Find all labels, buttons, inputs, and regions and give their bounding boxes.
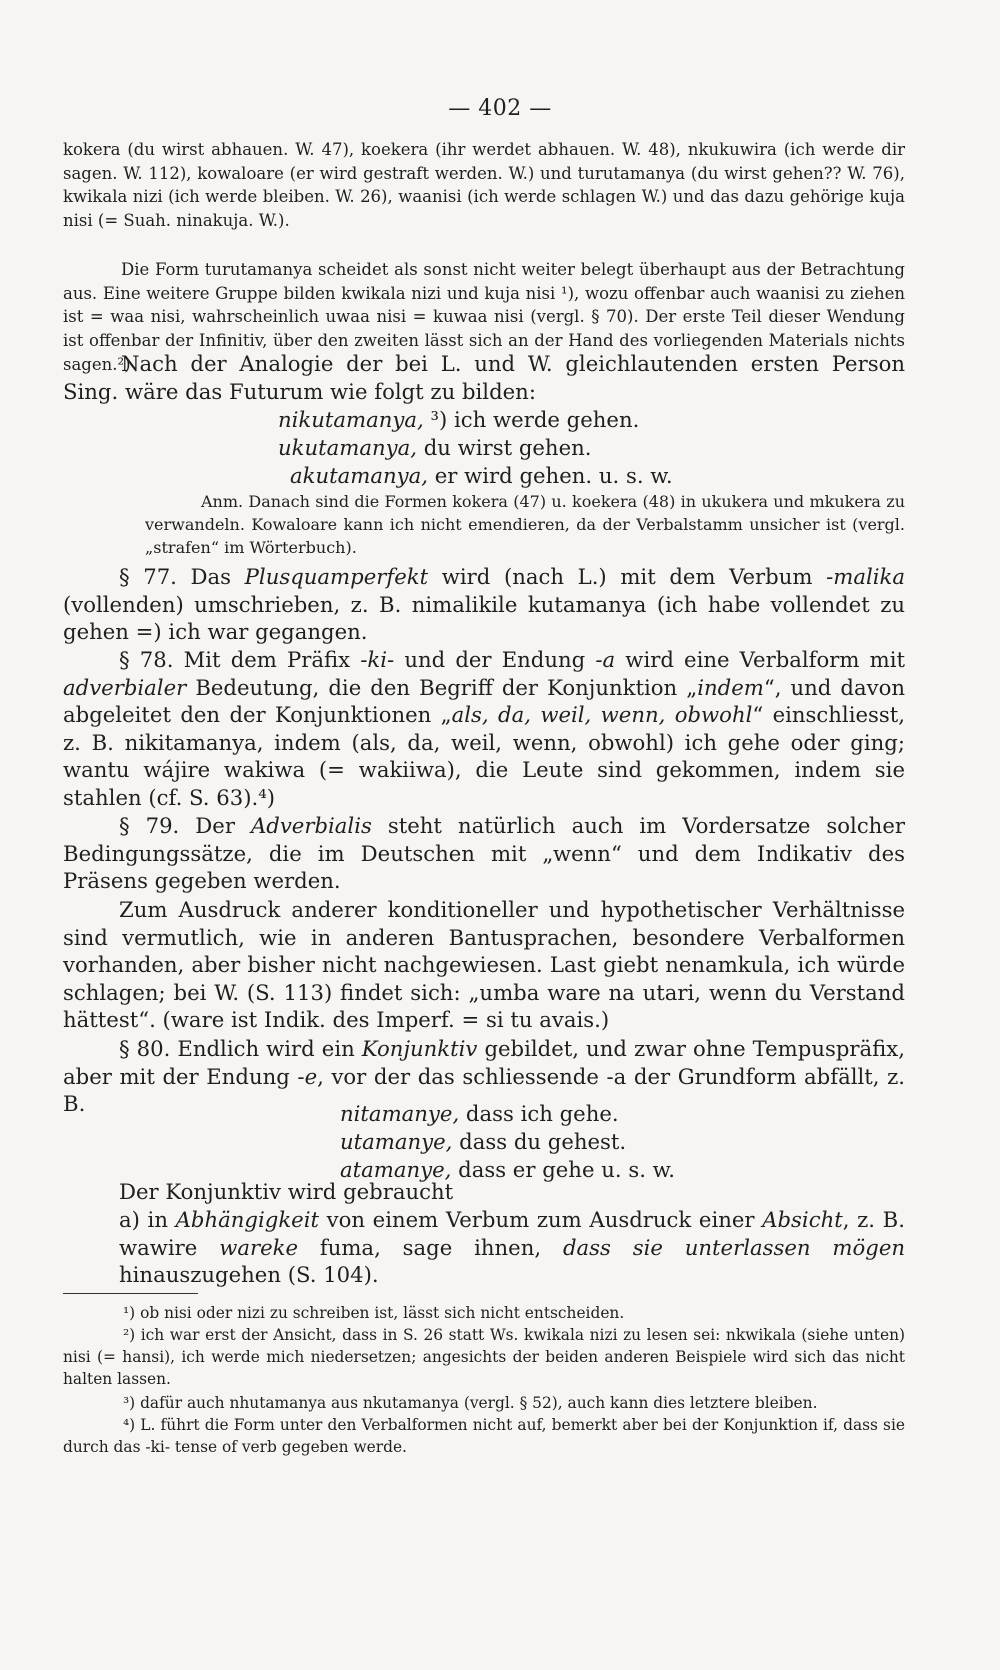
section-80: § 80. Endlich wird ein Konjunktiv gebildet, und zwar ohne Tempuspräfix, aber mit der Endung -e, vor der das schliessende -a der Grundform abfällt, z. B. — [63, 1036, 905, 1117]
example-form: akutamanya, — [290, 463, 428, 488]
section-number: § 77. — [119, 564, 177, 589]
footnote-2: ²) ich war erst der Ansicht, dass in S. 26 statt Ws. kwikala nizi zu lesen sei: nkwikala (siehe unten) nisi (= hansi), ich werde mich niedersetzen; angesichts der beiden anderen Beispiele wird sich das nicht halten lassen. — [63, 1326, 905, 1388]
section-number: § 80. — [119, 1036, 171, 1061]
footnote-3: ³) dafür auch nhutamanya aus nkutamanya (vergl. § 52), auch kann dies letztere bleiben. — [123, 1394, 818, 1412]
footnote-4: ⁴) L. führt die Form unter den Verbalformen nicht auf, bemerkt aber bei der Konjunktion if, dass sie durch das -ki- tense of verb gegeben werde. — [63, 1416, 905, 1456]
example-gloss: er wird gehen. u. s. w. — [427, 463, 673, 488]
example-line-1 — [278, 406, 639, 434]
example-form: utamanye, — [340, 1129, 453, 1154]
term: Plusquamperfekt — [244, 564, 429, 589]
example-form: atamanye, — [340, 1157, 452, 1182]
example-form: nikutamanya, — [278, 407, 424, 432]
paragraph-conditional: Zum Ausdruck anderer konditioneller und hypothetischer Verhältnisse sind vermutlich, wie in anderen Bantusprachen, besondere Verbalformen vorhanden, aber bisher nicht nachgewiesen. Last giebt nenamkula, ich würde schlagen; bei W. (S. 113) findet sich: „umba ware na utari, wenn du Verstand hättest“. (ware ist Indik. des Imperf. = si tu avais.) — [63, 897, 905, 1033]
footnote-divider — [63, 1293, 198, 1294]
section-78: § 78. Mit dem Präfix -ki- und der Endung -a wird eine Verbalform mit adverbialer Bedeutung, die den Begriff der Konjunktion „indem“, und davon abgeleitet den der Konjunktionen „als, da, weil, wenn, obwohl“ einschliesst, z. B. nikitamanya, indem (als, da, weil, wenn, obwohl) ich gehe oder ging; wantu wájire wakiwa (= wakiiwa), die Leute sind gekommen, indem sie stahlen (cf. S. 63).⁴) — [63, 647, 906, 810]
section-77: § 77. Das Plusquamperfekt wird (nach L.) mit dem Verbum -malika (vollenden) umschrieben, z. B. nimalikile kutamanya (ich habe vollendet zu gehen =) ich war gegangen. — [63, 564, 905, 645]
list-label: a) — [119, 1207, 140, 1232]
page-number: — 402 — — [448, 96, 552, 121]
example-gloss: dass du gehest. — [452, 1129, 627, 1154]
example-gloss: dass ich gehe. — [459, 1101, 619, 1126]
section-number: § 79. — [119, 813, 180, 838]
section-79: § 79. Der Adverbialis steht natürlich auch im Vordersatze solcher Bedingungssätze, die im Deutschen mit „wenn“ und dem Indikativ des Präsens gegeben werden. — [63, 813, 905, 894]
example-gloss: dass er gehe u. s. w. — [451, 1157, 676, 1182]
annotation-note: Anm. Danach sind die Formen kokera (47) u. koekera (48) in ukukera und mkukera zu verwandeln. Kowaloare kann ich nicht emendieren, da der Verbalstamm unsicher ist (vergl. „strafen“ im Wörterbuch). — [145, 492, 905, 557]
example-form: ukutamanya, — [278, 435, 417, 460]
term: -malika — [826, 564, 905, 589]
example-line-4 — [340, 1100, 619, 1128]
example-form: nitamanye, — [340, 1101, 460, 1126]
example-gloss: du wirst gehen. — [416, 435, 592, 460]
list-item-a: a) in Abhängigkeit von einem Verbum zum Ausdruck einer Absicht, z. B. wawire wareke fuma, sage ihnen, dass sie unterlassen mögen hinauszugehen (S. 104). — [119, 1207, 905, 1288]
example-line-2 — [278, 434, 592, 462]
paragraph-futurum: Nach der Analogie der bei L. und W. gleichlautenden ersten Person Sing. wäre das Futurum wie folgt zu bilden: — [63, 351, 905, 404]
paragraph-2: Die Form turutamanya scheidet als sonst nicht weiter belegt überhaupt aus der Betrachtung aus. Eine weitere Gruppe bilden kwikala nizi und kuja nisi ¹), wozu offenbar auch waanisi zu ziehen ist = waa nisi, wahrscheinlich uwaa nisi = kuwaa nisi (vergl. § 70). Der erste Teil dieser Wendung ist offenbar der Infinitiv, über den zweiten lässt sich an der Hand des vorliegenden Materials nichts sagen.²) — [63, 260, 905, 374]
term: Adverbialis — [250, 813, 372, 838]
example-line-5 — [340, 1128, 626, 1156]
footnote-1: ¹) ob nisi oder nizi zu schreiben ist, lässt sich nicht entscheiden. — [123, 1304, 625, 1322]
example-line-3 — [290, 462, 673, 490]
term: Konjunktiv — [361, 1036, 478, 1061]
paragraph-1: kokera (du wirst abhauen. W. 47), koekera (ihr werdet abhauen. W. 48), nkukuwira (ich werde dir sagen. W. 112), kowaloare (er wird gestraft werden. W.) und turutamanya (du wirst gehen?? W. 76), kwikala nizi (ich werde bleiben. W. 26), waanisi (ich werde schlagen W.) und das dazu gehörige kuja nisi (= Suah. ninakuja. W.). — [63, 140, 905, 231]
section-number: § 78. — [119, 647, 174, 672]
paragraph-konjunktiv: Der Konjunktiv wird gebraucht — [119, 1179, 454, 1204]
example-gloss: ³) ich werde gehen. — [423, 407, 640, 432]
